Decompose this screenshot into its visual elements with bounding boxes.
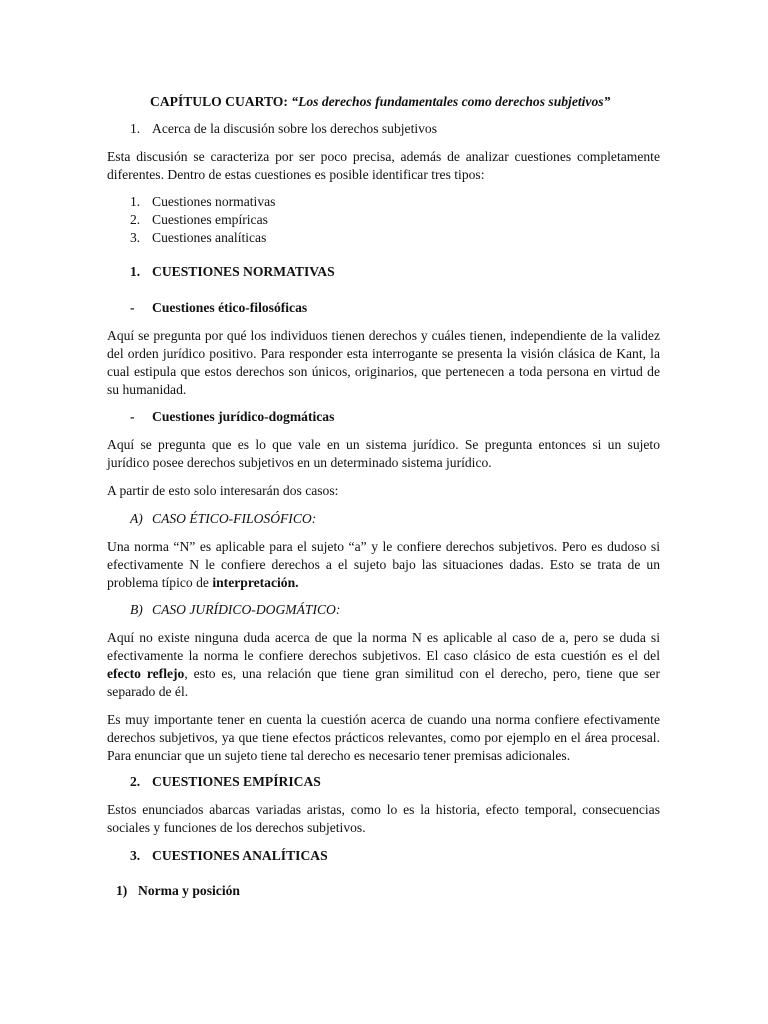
- text-line: Para enunciar que un sujeto tiene tal derecho es necesario tener premisas adicionales.: [107, 748, 571, 763]
- text-line: separado de él.: [107, 684, 189, 699]
- subsection-heading-norma-posicion: [116, 882, 240, 900]
- paragraph-two-cases: A partir de esto solo interesarán dos casos:: [107, 483, 339, 498]
- text-line: del orden jurídico positivo. Para responder esta interrogante se presenta la visión clásica de Kant, la: [107, 346, 660, 361]
- case-label: A): [130, 511, 143, 526]
- paragraph-juridico-dogmaticas: [107, 436, 660, 472]
- text-line: Aquí se pregunta por qué los individuos tienen derechos y cuáles tienen, independiente de la validez: [107, 328, 660, 343]
- chapter-title-prefix: CAPÍTULO CUARTO:: [150, 94, 292, 109]
- list-text: Cuestiones normativas: [152, 194, 276, 209]
- heading-text: CUESTIONES ANALÍTICAS: [152, 848, 328, 863]
- list-number: 2.: [130, 212, 141, 227]
- subheading-text: Cuestiones jurídico-dogmáticas: [152, 409, 335, 424]
- text-line: sociales y funciones de los derechos subjetivos.: [107, 820, 366, 835]
- list-number: 1.: [130, 121, 141, 136]
- dash-bullet: -: [130, 409, 135, 424]
- heading-number: 1.: [130, 264, 141, 279]
- paragraph-importance: [107, 711, 660, 765]
- text-line: su humanidad.: [107, 382, 187, 397]
- chapter-title: [150, 93, 610, 111]
- list-number: 3.: [130, 230, 141, 245]
- section-heading-analiticas: [130, 847, 328, 865]
- heading-number: 3.: [130, 848, 141, 863]
- list-text: Cuestiones analíticas: [152, 230, 267, 245]
- case-a-heading: [130, 510, 316, 528]
- text-line: jurídico posee derechos subjetivos en un determinado sistema jurídico.: [107, 455, 492, 470]
- case-text: CASO ÉTICO-FILOSÓFICO:: [152, 511, 317, 526]
- paragraph-intro: [107, 148, 660, 184]
- heading-text: Norma y posición: [138, 883, 240, 898]
- paragraph-etico-filosoficas: [107, 327, 660, 399]
- heading-number: 2.: [130, 774, 141, 789]
- text-line: derechos subjetivos, ya que tiene efectos prácticos relevantes, como por ejemplo en el área procesal.: [107, 730, 660, 745]
- heading-number: 1): [116, 883, 128, 898]
- list-text: Cuestiones empíricas: [152, 212, 268, 227]
- section-heading-normativas: [130, 263, 335, 281]
- subheading-juridico-dogmaticas: [130, 408, 334, 426]
- text-line: efectivamente N le confiere derechos a el sujeto bajo las situaciones dadas. Esto se trata de un: [107, 557, 660, 572]
- list-number: 1.: [130, 194, 141, 209]
- text-line: [107, 574, 660, 592]
- text-line: Aquí no existe ninguna duda acerca de que la norma N es aplicable al caso de a, pero se duda si: [107, 630, 660, 645]
- subheading-etico-filosoficas: [130, 299, 307, 317]
- text-segment: , esto es, una relación que tiene gran similitud con el derecho, pero, tiene que ser: [184, 666, 660, 681]
- types-list-item: [130, 211, 268, 229]
- text-line: [107, 665, 660, 683]
- text-line: Aquí se pregunta que es lo que vale en un sistema jurídico. Se pregunta entonces si un sujeto: [107, 437, 660, 452]
- intro-list-item: [130, 120, 437, 138]
- text-line: cual estipula que estos derechos son únicos, originarios, que pertenecen a toda persona en virtud de: [107, 364, 660, 379]
- case-text: CASO JURÍDICO-DOGMÁTICO:: [152, 602, 341, 617]
- heading-text: CUESTIONES NORMATIVAS: [152, 264, 335, 279]
- paragraph-case-b: [107, 629, 660, 701]
- subheading-text: Cuestiones ético-filosóficas: [152, 300, 308, 315]
- types-list-item: [130, 193, 275, 211]
- text-line: diferentes. Dentro de estas cuestiones es posible identificar tres tipos:: [107, 167, 485, 182]
- dash-bullet: -: [130, 300, 135, 315]
- text-line: Estos enunciados abarcas variadas aristas, como lo es la historia, efecto temporal, consecuencias: [107, 802, 660, 817]
- section-heading-empiricas: [130, 773, 321, 791]
- bold-term: efecto reflejo: [107, 666, 185, 681]
- paragraph-case-a: [107, 538, 660, 592]
- heading-text: CUESTIONES EMPÍRICAS: [152, 774, 321, 789]
- text-line: Esta discusión se caracteriza por ser poco precisa, además de analizar cuestiones completamente: [107, 149, 660, 164]
- text-line: efectivamente la norma le confiere derechos subjetivos. El caso clásico de esta cuestión es el del: [107, 648, 660, 663]
- list-text: Acerca de la discusión sobre los derechos subjetivos: [152, 121, 438, 136]
- case-b-heading: [130, 601, 340, 619]
- chapter-title-italic: “Los derechos fundamentales como derechos subjetivos”: [291, 94, 611, 109]
- text-line: Es muy importante tener en cuenta la cuestión acerca de cuando una norma confiere efectivamente: [107, 712, 660, 727]
- paragraph-empiricas: [107, 801, 660, 837]
- text-line: Una norma “N” es aplicable para el sujeto “a” y le confiere derechos subjetivos. Pero es dudoso si: [107, 539, 660, 554]
- types-list-item: [130, 229, 266, 247]
- text-segment: problema típico de: [107, 575, 213, 590]
- case-label: B): [130, 602, 143, 617]
- bold-term: interpretación.: [212, 575, 299, 590]
